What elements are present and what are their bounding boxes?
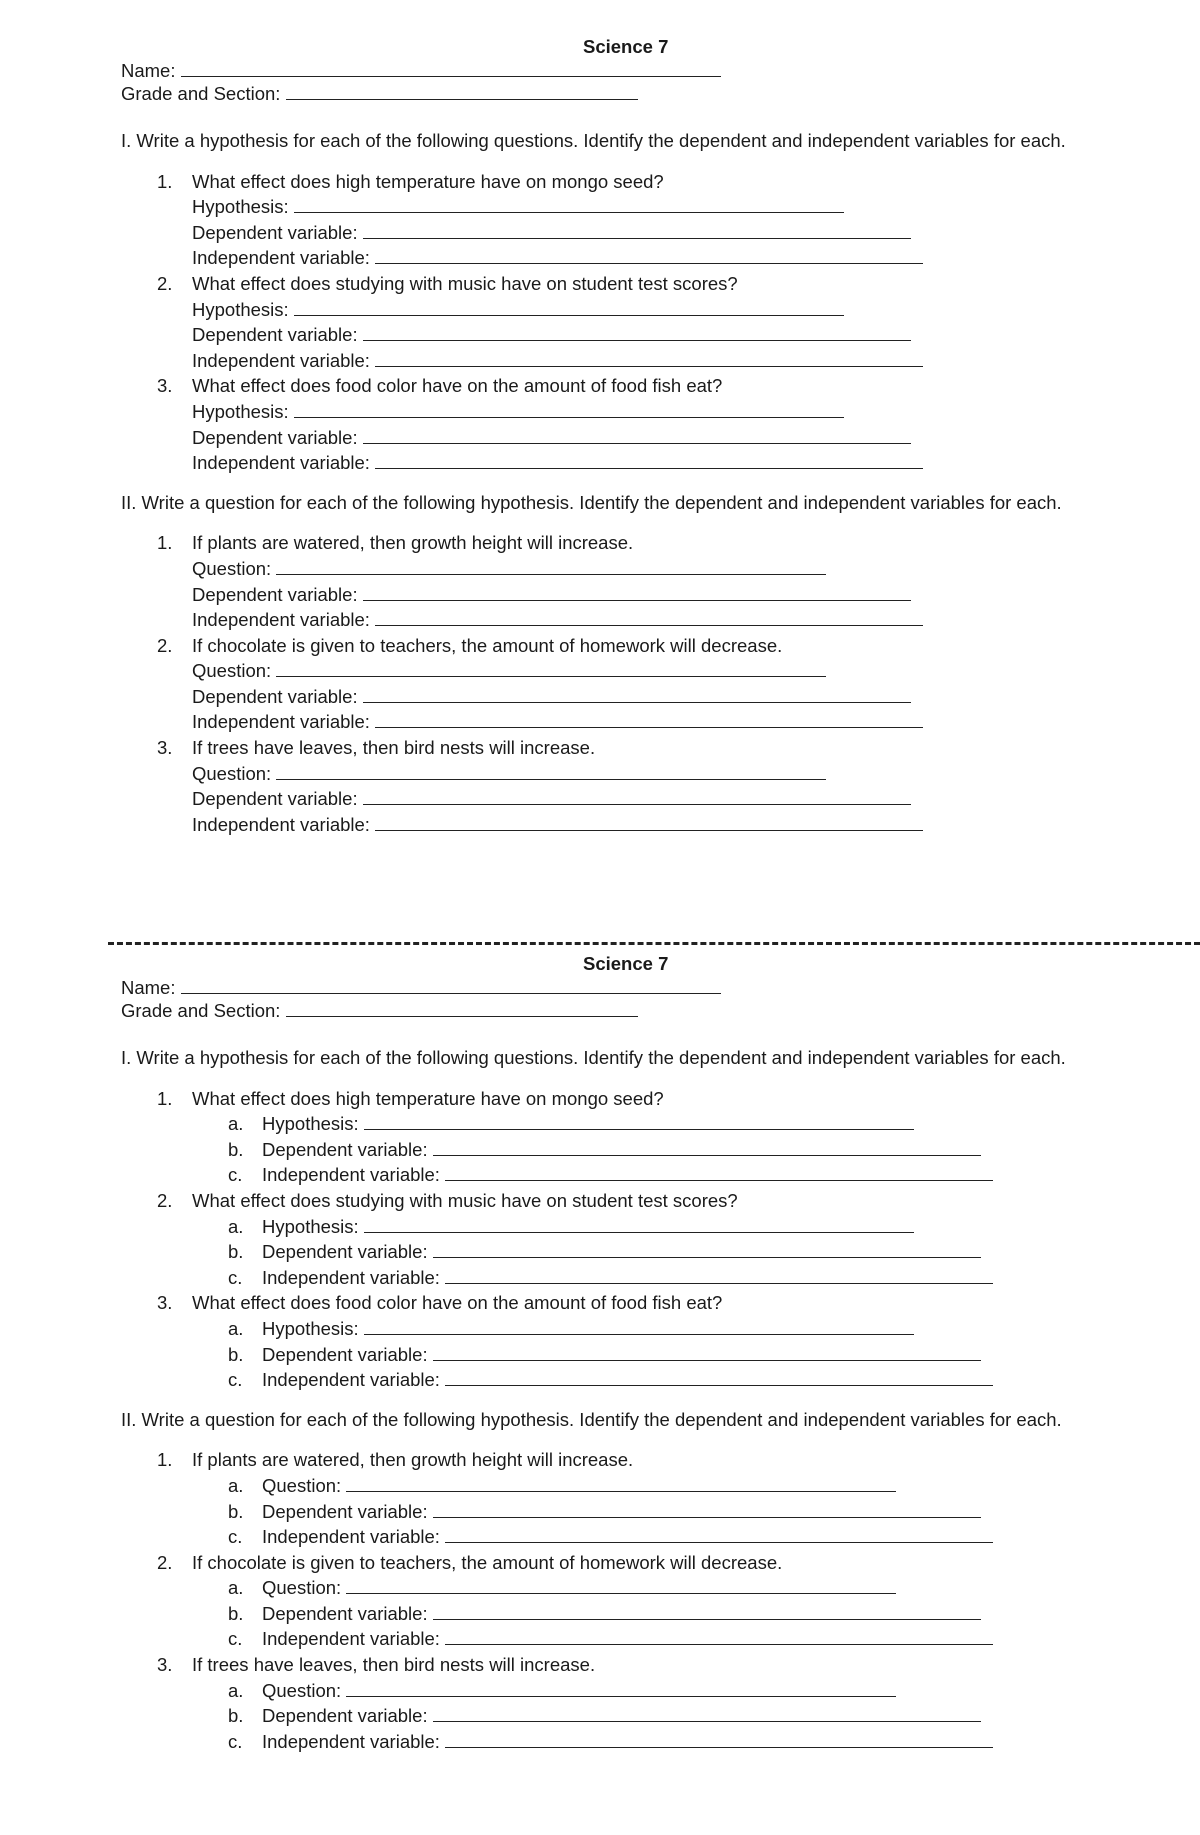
dependent-blank[interactable] [433, 1240, 981, 1258]
question-label: Question: [262, 1577, 342, 1599]
question-row [0, 1575, 1200, 1601]
independent-blank[interactable] [445, 1627, 993, 1645]
dependent-label: Dependent variable: [262, 1241, 428, 1263]
independent-blank[interactable] [375, 349, 923, 367]
independent-row [192, 245, 1200, 271]
sub-letter: c. [228, 1164, 243, 1186]
grade-label: Grade and Section: [121, 83, 281, 104]
dependent-label: Dependent variable: [262, 1343, 428, 1365]
item-number: 1. [157, 1087, 173, 1109]
dependent-row [192, 684, 1200, 710]
part2-items [0, 1447, 1200, 1754]
cut-line-divider [108, 942, 1200, 945]
question-label: Question: [192, 762, 272, 784]
dependent-blank[interactable] [363, 685, 911, 703]
list-item [0, 1652, 1200, 1678]
dependent-blank[interactable] [433, 1704, 981, 1722]
question-row [0, 1678, 1200, 1704]
item-question: What effect does studying with music have on student test scores? [192, 1189, 738, 1211]
dependent-label: Dependent variable: [192, 426, 358, 448]
independent-blank[interactable] [375, 710, 923, 728]
list-item [0, 1188, 1200, 1214]
hypothesis-row [0, 1214, 1200, 1240]
dependent-row [192, 220, 1200, 246]
question-blank[interactable] [276, 762, 826, 780]
name-blank[interactable] [181, 976, 721, 994]
question-blank[interactable] [346, 1679, 896, 1697]
item-question: What effect does high temperature have on mongo seed? [192, 1087, 664, 1109]
question-label: Question: [262, 1474, 342, 1496]
independent-blank[interactable] [445, 1266, 993, 1284]
list-item [0, 1447, 1200, 1473]
sub-letter: a. [228, 1215, 244, 1237]
independent-blank[interactable] [375, 451, 923, 469]
independent-row [192, 348, 1200, 374]
independent-label: Independent variable: [262, 1730, 440, 1752]
grade-label: Grade and Section: [121, 1000, 281, 1021]
part1-items [0, 1086, 1200, 1393]
part2-instruction: II. Write a question for each of the following hypothesis. Identify the dependent and independent variables for each. [121, 491, 1062, 513]
sub-letter: c. [228, 1628, 243, 1650]
question-row [192, 658, 1200, 684]
question-label: Question: [262, 1679, 342, 1701]
grade-row [121, 999, 1200, 1022]
hypothesis-blank[interactable] [294, 298, 844, 316]
item-question: What effect does studying with music have on student test scores? [192, 272, 738, 294]
independent-label: Independent variable: [192, 711, 370, 733]
independent-label: Independent variable: [192, 452, 370, 474]
item-number: 1. [157, 532, 173, 554]
student-info [0, 59, 1200, 105]
sub-letter: c. [228, 1266, 243, 1288]
sub-letter: c. [228, 1369, 243, 1391]
worksheet-2 [0, 952, 1200, 1754]
list-item [0, 530, 1200, 632]
independent-label: Independent variable: [262, 1628, 440, 1650]
dependent-row [0, 1601, 1200, 1627]
part1-instruction: I. Write a hypothesis for each of the following questions. Identify the dependent and independent variables for each. [121, 1047, 1066, 1068]
hypothesis-blank[interactable] [364, 1112, 914, 1130]
independent-blank[interactable] [375, 813, 923, 831]
independent-label: Independent variable: [192, 609, 370, 631]
question-row [192, 556, 1200, 582]
dependent-blank[interactable] [433, 1138, 981, 1156]
name-blank[interactable] [181, 59, 721, 77]
sub-letter: b. [228, 1705, 244, 1727]
dependent-row [192, 322, 1200, 348]
item-number: 2. [157, 1189, 173, 1211]
hypothesis-row [192, 399, 1200, 425]
dependent-blank[interactable] [433, 1500, 981, 1518]
independent-label: Independent variable: [192, 813, 370, 835]
hypothesis-blank[interactable] [294, 400, 844, 418]
dependent-blank[interactable] [363, 323, 911, 341]
part1-items [0, 169, 1200, 476]
worksheet-title: Science 7 [583, 953, 669, 974]
hypothesis-row [192, 194, 1200, 220]
dependent-row [192, 425, 1200, 451]
sub-letter: c. [228, 1526, 243, 1548]
question-row [0, 1473, 1200, 1499]
independent-blank[interactable] [445, 1525, 993, 1543]
grade-blank[interactable] [286, 82, 638, 100]
item-hypothesis: If chocolate is given to teachers, the amount of homework will decrease. [192, 634, 783, 656]
item-hypothesis: If chocolate is given to teachers, the amount of homework will decrease. [192, 1551, 783, 1573]
dependent-row [0, 1703, 1200, 1729]
hypothesis-label: Hypothesis: [262, 1113, 359, 1135]
question-blank[interactable] [276, 557, 826, 575]
item-hypothesis: If trees have leaves, then bird nests will increase. [192, 1654, 596, 1676]
independent-label: Independent variable: [262, 1266, 440, 1288]
sub-letter: a. [228, 1113, 244, 1135]
dependent-label: Dependent variable: [262, 1602, 428, 1624]
dependent-label: Dependent variable: [192, 583, 358, 605]
item-number: 3. [157, 1292, 173, 1314]
independent-row [192, 812, 1200, 838]
student-info [0, 976, 1200, 1022]
item-number: 3. [157, 1654, 173, 1676]
dependent-row [0, 1239, 1200, 1265]
sub-letter: a. [228, 1317, 244, 1339]
dependent-blank[interactable] [433, 1602, 981, 1620]
independent-row [0, 1162, 1200, 1188]
hypothesis-label: Hypothesis: [262, 1215, 359, 1237]
list-item [0, 1086, 1200, 1112]
independent-row [0, 1265, 1200, 1291]
part1-instruction: I. Write a hypothesis for each of the following questions. Identify the dependent and independent variables for each. [121, 130, 1066, 151]
hypothesis-label: Hypothesis: [192, 298, 289, 320]
dependent-row [192, 582, 1200, 608]
dependent-row [192, 786, 1200, 812]
independent-label: Independent variable: [262, 1526, 440, 1548]
grade-row [121, 82, 1200, 105]
list-item [0, 633, 1200, 735]
dependent-label: Dependent variable: [192, 788, 358, 810]
sub-letter: a. [228, 1577, 244, 1599]
independent-row [192, 450, 1200, 476]
independent-row [0, 1524, 1200, 1550]
dependent-row [0, 1342, 1200, 1368]
dependent-label: Dependent variable: [262, 1500, 428, 1522]
independent-row [192, 607, 1200, 633]
list-item [0, 1290, 1200, 1316]
item-number: 1. [157, 170, 173, 192]
sub-letter: b. [228, 1602, 244, 1624]
hypothesis-row [192, 297, 1200, 323]
list-item [0, 271, 1200, 373]
independent-blank[interactable] [445, 1163, 993, 1181]
part2-items [0, 530, 1200, 837]
hypothesis-row [0, 1111, 1200, 1137]
item-question: What effect does high temperature have on mongo seed? [192, 170, 664, 192]
independent-row [0, 1626, 1200, 1652]
hypothesis-blank[interactable] [364, 1317, 914, 1335]
dependent-blank[interactable] [363, 787, 911, 805]
independent-blank[interactable] [375, 246, 923, 264]
question-label: Question: [192, 660, 272, 682]
name-label: Name: [121, 60, 176, 81]
dependent-blank[interactable] [363, 583, 911, 601]
sub-letter: b. [228, 1241, 244, 1263]
independent-label: Independent variable: [192, 349, 370, 371]
question-blank[interactable] [276, 659, 826, 677]
worksheet-title: Science 7 [583, 36, 669, 57]
hypothesis-label: Hypothesis: [192, 400, 289, 422]
item-number: 2. [157, 634, 173, 656]
item-question: What effect does food color have on the amount of food fish eat? [192, 375, 723, 397]
independent-row [192, 709, 1200, 735]
name-row [121, 59, 1200, 82]
dependent-row [0, 1137, 1200, 1163]
item-question: What effect does food color have on the amount of food fish eat? [192, 1292, 723, 1314]
item-hypothesis: If plants are watered, then growth height will increase. [192, 532, 634, 554]
independent-label: Independent variable: [192, 247, 370, 269]
sub-letter: b. [228, 1500, 244, 1522]
dependent-label: Dependent variable: [262, 1138, 428, 1160]
item-number: 1. [157, 1449, 173, 1471]
independent-row [0, 1729, 1200, 1755]
sub-letter: a. [228, 1474, 244, 1496]
independent-blank[interactable] [445, 1730, 993, 1748]
sub-letter: c. [228, 1730, 243, 1752]
independent-row [0, 1367, 1200, 1393]
hypothesis-label: Hypothesis: [192, 196, 289, 218]
independent-blank[interactable] [445, 1368, 993, 1386]
dependent-label: Dependent variable: [262, 1705, 428, 1727]
dependent-blank[interactable] [433, 1343, 981, 1361]
dependent-row [0, 1499, 1200, 1525]
item-number: 3. [157, 375, 173, 397]
name-row [121, 976, 1200, 999]
grade-blank[interactable] [286, 999, 638, 1017]
sub-letter: b. [228, 1343, 244, 1365]
item-number: 2. [157, 272, 173, 294]
dependent-label: Dependent variable: [192, 221, 358, 243]
dependent-label: Dependent variable: [192, 324, 358, 346]
question-label: Question: [192, 557, 272, 579]
item-number: 3. [157, 737, 173, 759]
name-label: Name: [121, 977, 176, 998]
list-item [0, 735, 1200, 837]
dependent-blank[interactable] [363, 426, 911, 444]
independent-label: Independent variable: [262, 1369, 440, 1391]
hypothesis-blank[interactable] [364, 1215, 914, 1233]
question-row [192, 761, 1200, 787]
worksheet-1 [0, 35, 1200, 837]
list-item [0, 373, 1200, 475]
hypothesis-row [0, 1316, 1200, 1342]
independent-label: Independent variable: [262, 1164, 440, 1186]
sub-letter: a. [228, 1679, 244, 1701]
question-blank[interactable] [346, 1576, 896, 1594]
dependent-label: Dependent variable: [192, 685, 358, 707]
question-blank[interactable] [346, 1474, 896, 1492]
part2-instruction: II. Write a question for each of the following hypothesis. Identify the dependent and independent variables for each. [121, 1408, 1062, 1430]
list-item [0, 169, 1200, 271]
independent-blank[interactable] [375, 608, 923, 626]
list-item [0, 1550, 1200, 1576]
item-number: 2. [157, 1551, 173, 1573]
dependent-blank[interactable] [363, 221, 911, 239]
item-hypothesis: If plants are watered, then growth height will increase. [192, 1449, 634, 1471]
hypothesis-blank[interactable] [294, 195, 844, 213]
hypothesis-label: Hypothesis: [262, 1317, 359, 1339]
sub-letter: b. [228, 1138, 244, 1160]
item-hypothesis: If trees have leaves, then bird nests will increase. [192, 737, 596, 759]
